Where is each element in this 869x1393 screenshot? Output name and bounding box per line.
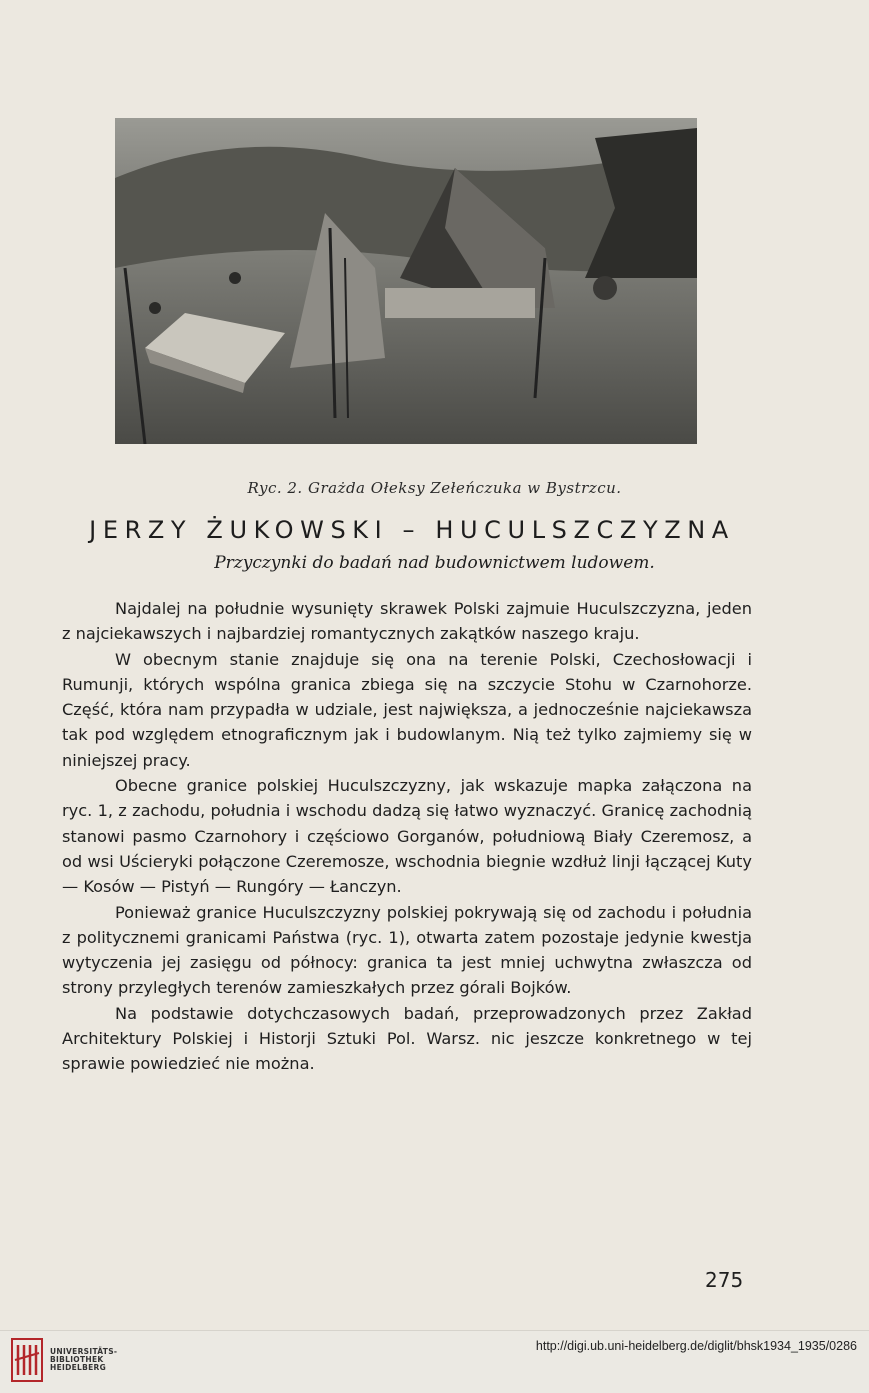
figure-photo: [115, 118, 697, 444]
paragraph: Najdalej na południe wysunięty skrawek Polski zajmuie Huculszczyzna, jeden z najciekawszych i najbardziej romantycznych zakątków naszego kraju.: [62, 599, 752, 644]
article-title: JERZY ŻUKOWSKI – HUCULSZCZYZNA: [89, 516, 735, 544]
permalink-url[interactable]: http://digi.ub.uni-heidelberg.de/diglit/bhsk1934_1935/0286: [535, 1339, 857, 1353]
library-name: [50, 1348, 117, 1372]
paragraph: W obecnym stanie znajduje się ona na terenie Polski, Czechosłowacji i Rumunji, których wspólna granica zbiega się na szczycie Stohu w Czarnohorze. Część, która nam przypadła w udziale, jest największa, a jednocześnie najciekawsza tak pod względem etnograficznym jak i budowlanym. Nią też tylko zajmiemy się w niniejszej pracy.: [62, 649, 752, 770]
article-subtitle: Przyczynki do badań nad budownictwem ludowem.: [214, 553, 655, 573]
library-line: HEIDELBERG: [50, 1363, 107, 1372]
university-library-logo-icon: [10, 1335, 44, 1385]
figure-caption: Ryc. 2. Grażda Ołeksy Zełeńczuka w Bystrzcu.: [247, 479, 622, 497]
photo-of-wooden-huts-icon: [115, 118, 697, 444]
library-line: UNIVERSITÄTS-: [50, 1347, 118, 1356]
article-body: [62, 596, 752, 1077]
library-line: BIBLIOTHEK: [50, 1355, 104, 1364]
paragraph: Na podstawie dotychczasowych badań, przeprowadzonych przez Zakład Architektury Polskiej i Historji Sztuki Pol. Warsz. nic jeszcze konkretnego w tej sprawie powiedzieć nie można.: [62, 1003, 752, 1074]
paragraph: Ponieważ granice Huculszczyzny polskiej pokrywają się od zachodu i południa z politycznemi granicami Państwa (ryc. 1), otwarta zatem pozostaje jedynie kwestja wytyczenia jej zasięgu od północy: granica ta jest mniej uchwytna zwłaszcza od strony przyległych terenów zamieszkałych przez górali Bojków.: [62, 902, 752, 998]
page-number: 275: [705, 1268, 744, 1292]
paragraph: Obecne granice polskiej Huculszczyzny, jak wskazuje mapka załączona na ryc. 1, z zachodu, południa i wschodu dadzą się łatwo wyznaczyć. Granicę zachodnią stanowi pasmo Czarnohory i częściowo Gorganów, południową Biały Czeremosz, a od wsi Uścieryki połączone Czeremosze, wschodnia biegnie wzdłuż linji łączącej Kuty — Kosów — Pistyń — Rungóry — Łanczyn.: [62, 776, 752, 897]
